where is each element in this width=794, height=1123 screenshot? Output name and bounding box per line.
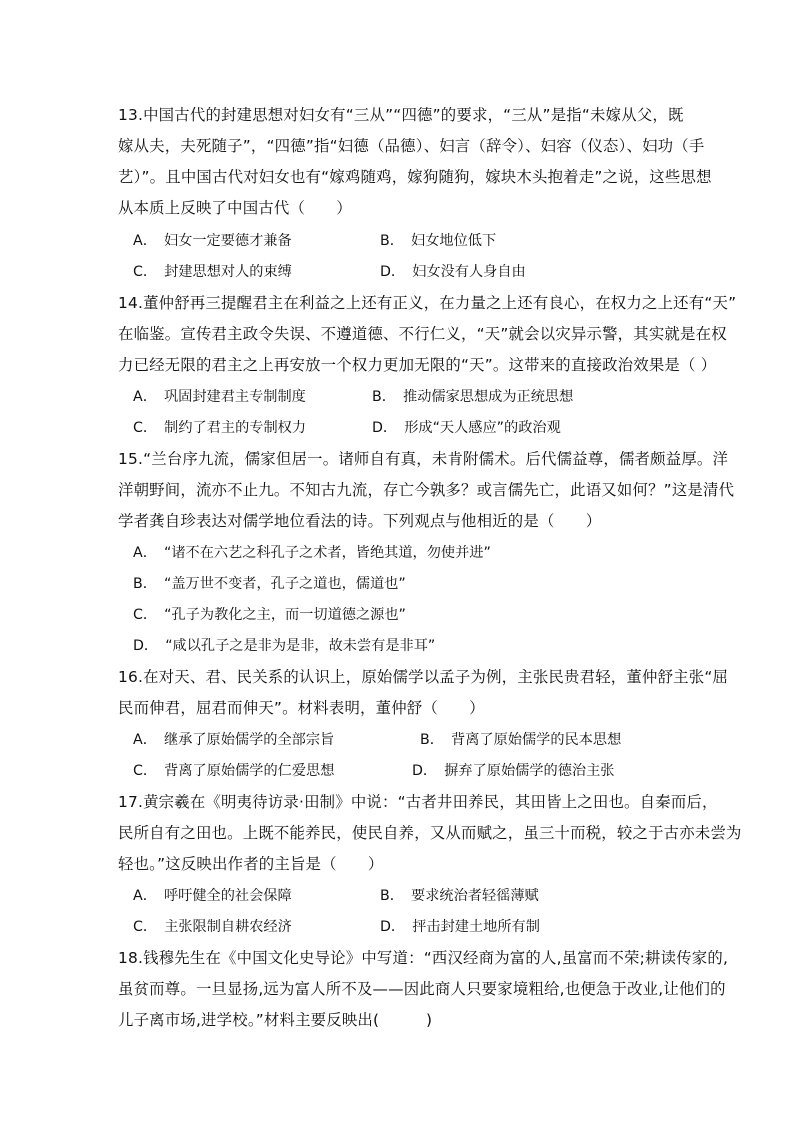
question-13-stem-line: 从本质上反映了中国古代（ ）	[118, 199, 352, 217]
question-15-stem-line: 洋朝野间，流亦不止九。不知古九流，存亡今孰多？或言儒先亡，此语又如何？”这是清代	[118, 481, 735, 499]
question-14-stem-line: 力已经无限的君主之上再安放一个权力更加无限的“天”。这带来的直接政治效果是（ ）	[118, 356, 717, 374]
question-16-option-d[interactable]: D． 摒弃了原始儒学的德治主张	[412, 763, 615, 779]
question-16-option-a[interactable]: A． 继承了原始儒学的全部宗旨	[133, 732, 335, 748]
question-15-option-a[interactable]: A． “诸不在六艺之科孔子之术者，皆绝其道，勿使并进”	[133, 545, 491, 561]
question-16-stem-line: 16.在对天、君、民关系的认识上，原始儒学以孟子为例，主张民贵君轻，董仲舒主张“屈	[118, 668, 729, 686]
question-16-option-c[interactable]: C． 背离了原始儒学的仁爱思想	[133, 763, 335, 779]
question-17-option-d[interactable]: D． 抨击封建土地所有制	[380, 919, 540, 935]
question-14-stem-line: 14.董仲舒再三提醒君主在利益之上还有正义，在力量之上还有良心，在权力之上还有“天”	[118, 294, 737, 312]
question-17-stem-line: 17.黄宗羲在《明夷待访录·田制》中说：“古者井田养民，其田皆上之田也。自秦而后，	[118, 793, 718, 811]
question-15-option-b[interactable]: B． “盖万世不变者，孔子之道也，儒道也”	[133, 576, 406, 592]
question-16-stem-line: 民而伸君，屈君而伸天”。材料表明，董仲舒（ ）	[118, 699, 485, 717]
question-15-stem-line: 15.“兰台序九流，儒家但居一。诸师自有真，未肯附儒术。后代儒益尊，儒者颇益厚。洋	[118, 450, 729, 468]
question-14-option-c[interactable]: C． 制约了君主的专制权力	[133, 420, 307, 436]
question-15-option-c[interactable]: C． “孔子为教化之主，而一切道德之源也”	[133, 607, 406, 623]
question-13-stem-line: 13.中国古代的封建思想对妇女有“三从”“四德”的要求，“三从”是指“未嫁从父，既	[118, 106, 684, 124]
question-17-stem-line: 轻也。”这反映出作者的主旨是（ ）	[118, 855, 384, 873]
question-17-stem-line: 民所自有之田也。上既不能养民，使民自养，又从而赋之，虽三十而税，较之于古亦未尝为	[118, 824, 742, 842]
question-15-stem-line: 学者龚自珍表达对儒学地位看法的诗。下列观点与他相近的是（ ）	[118, 512, 602, 530]
question-17-option-a[interactable]: A． 呼吁健全的社会保障	[133, 888, 292, 904]
question-17-option-b[interactable]: B． 要求统治者轻徭薄赋	[380, 888, 539, 904]
question-18-stem-line: 虽贫而尊。一旦显扬,远为富人所不及——因此商人只要家境粗给,也便急于改业,让他们的	[118, 980, 726, 998]
question-16-option-b[interactable]: B． 背离了原始儒学的民本思想	[420, 732, 622, 748]
question-14-stem-line: 在临鉴。宣传君主政令失误、不遵道德、不行仁义，“天”就会以灾异示警，其实就是在权	[118, 325, 727, 343]
question-15-option-d[interactable]: D． “咸以孔子之是非为是非，故未尝有是非耳”	[133, 638, 436, 654]
question-13-option-a[interactable]: A． 妇女一定要德才兼备	[133, 233, 292, 249]
question-13-stem-line: 嫁从夫，夫死随子”，“四德”指“妇德（品德）、妇言（辞令）、妇容（仪态）、妇功（手	[118, 137, 705, 155]
question-14-option-d[interactable]: D． 形成“天人感应”的政治观	[372, 420, 561, 436]
question-14-option-a[interactable]: A． 巩固封建君主专制制度	[133, 389, 306, 405]
question-18-stem-line: 儿子离市场,进学校。”材料主要反映出( )	[118, 1011, 433, 1029]
question-13-option-c[interactable]: C． 封建思想对人的束缚	[133, 264, 292, 280]
question-13-option-d[interactable]: D． 妇女没有人身自由	[380, 264, 526, 280]
question-17-option-c[interactable]: C． 主张限制自耕农经济	[133, 919, 292, 935]
question-13-stem-line: 艺）”。且中国古代对妇女也有“嫁鸡随鸡，嫁狗随狗，嫁块木头抱着走”之说，这些思想	[118, 168, 712, 186]
question-13-option-b[interactable]: B． 妇女地位低下	[380, 233, 497, 249]
question-18-stem-line: 18.钱穆先生在《中国文化史导论》中写道：“西汉经商为富的人,虽富而不荣;耕读传家的,	[118, 949, 729, 967]
question-14-option-b[interactable]: B． 推动儒家思想成为正统思想	[372, 389, 574, 405]
